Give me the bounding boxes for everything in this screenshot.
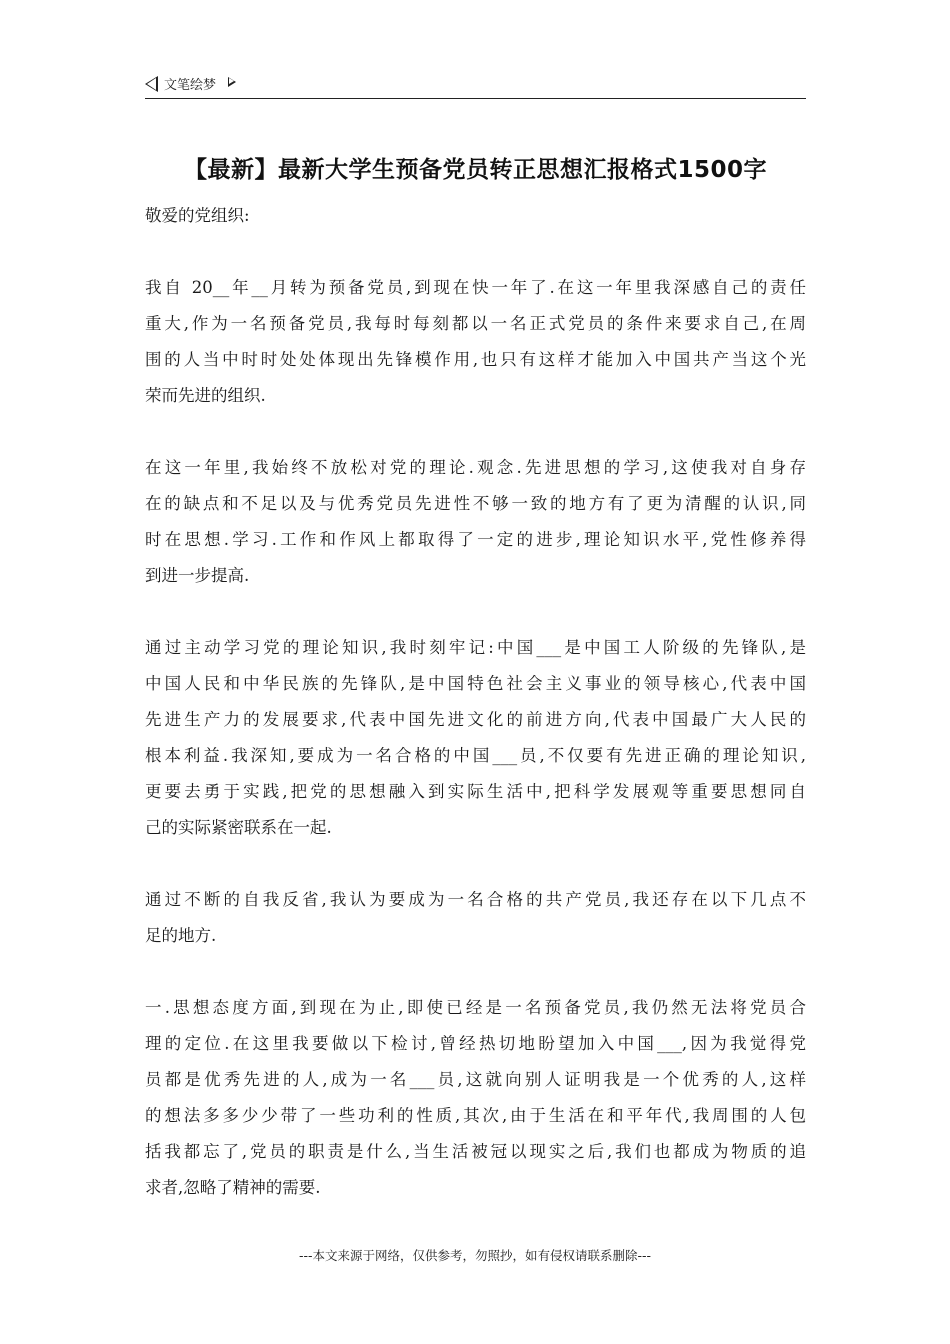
paragraph [145, 630, 806, 846]
document-body [145, 198, 806, 1242]
paragraph-line: 先进生产力的发展要求,代表中国先进文化的前进方向,代表中国最广大人民的 [145, 710, 806, 729]
paragraph-line: 理的定位.在这里我要做以下检讨,曾经热切地盼望加入中国___,因为我觉得党 [145, 1034, 806, 1053]
paragraph-line: 通过主动学习党的理论知识,我时刻牢记:中国___是中国工人阶级的先锋队,是 [145, 638, 806, 657]
paragraph-line: 己的实际紧密联系在一起. [145, 818, 332, 837]
paragraph [145, 270, 806, 414]
paragraph [145, 450, 806, 594]
paragraph [145, 990, 806, 1206]
document-title: 【最新】最新大学生预备党员转正思想汇报格式1500字 [183, 157, 767, 183]
paragraph-line: 一.思想态度方面,到现在为止,即使已经是一名预备党员,我仍然无法将党员合 [145, 998, 806, 1017]
footer-disclaimer: ---本文来源于网络，仅供参考，勿照抄，如有侵权请联系删除--- [298, 1248, 652, 1263]
left-triangle-icon [145, 76, 158, 92]
paragraph-line: 中国人民和中华民族的先锋队,是中国特色社会主义事业的领导核心,代表中国 [145, 674, 806, 693]
header-brand-group [145, 74, 236, 93]
paragraph [145, 882, 806, 954]
paragraph-line: 求者,忽略了精神的需要. [145, 1178, 321, 1197]
paragraph-line: 我自 20__年__月转为预备党员,到现在快一年了.在这一年里我深感自己的责任 [145, 278, 806, 297]
paragraph-line: 括我都忘了,党员的职责是什么,当生活被冠以现实之后,我们也都成为物质的追 [145, 1142, 806, 1161]
page-header [145, 68, 806, 99]
paragraph-line: 时在思想.学习.工作和作风上都取得了一定的进步,理论知识水平,党性修养得 [145, 530, 806, 549]
paragraph-line: 的想法多多少少带了一些功利的性质,其次,由于生活在和平年代,我周围的人包 [145, 1106, 806, 1125]
paragraph-line: 荣而先进的组织. [145, 386, 266, 405]
paragraph-list [145, 270, 806, 1206]
paragraph-line: 根本利益.我深知,要成为一名合格的中国___员,不仅要有先进正确的理论知识, [145, 746, 806, 765]
paragraph-line: 到进一步提高. [145, 566, 250, 585]
paragraph-line: 足的地方. [145, 926, 217, 945]
paragraph-line: 围的人当中时时处处体现出先锋模作用,也只有这样才能加入中国共产当这个光 [145, 350, 806, 369]
salutation: 敬爱的党组织: [145, 206, 250, 225]
paragraph-line: 员都是优秀先进的人,成为一名___员,这就向别人证明我是一个优秀的人,这样 [145, 1070, 806, 1089]
right-triangle-icon [228, 77, 236, 87]
paragraph-line: 通过不断的自我反省,我认为要成为一名合格的共产党员,我还存在以下几点不 [145, 890, 806, 909]
paragraph-line: 在这一年里,我始终不放松对党的理论.观念.先进思想的学习,这使我对自身存 [145, 458, 806, 477]
paragraph-line: 更要去勇于实践,把党的思想融入到实际生活中,把科学发展观等重要思想同自 [145, 782, 806, 801]
header-brand: 文笔绘梦 [164, 78, 217, 93]
paragraph-line: 重大,作为一名预备党员,我每时每刻都以一名正式党员的条件来要求自己,在周 [145, 314, 806, 333]
paragraph-line: 在的缺点和不足以及与优秀党员先进性不够一致的地方有了更为清醒的认识,同 [145, 494, 806, 513]
